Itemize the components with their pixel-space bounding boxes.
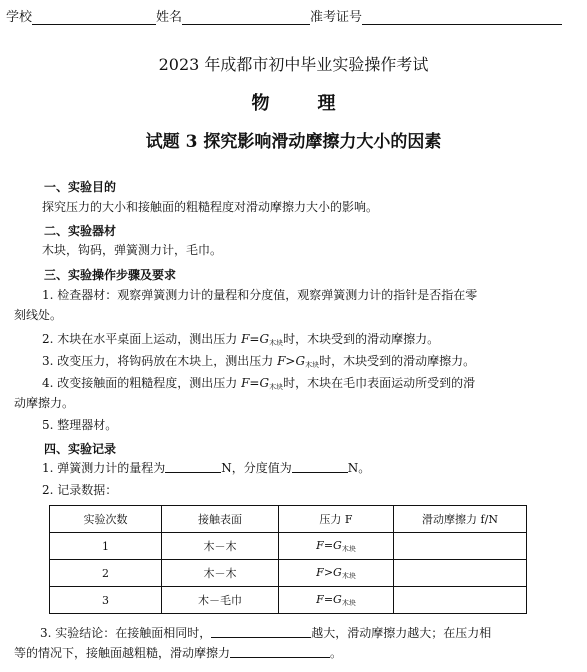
subject-char-2: 理	[317, 93, 336, 114]
table-row	[50, 587, 527, 614]
table-header-row	[50, 506, 527, 533]
purpose-text: 探究压力的大小和接触面的粗糙程度对滑动摩擦力大小的影响。	[42, 200, 379, 214]
trial-number: 3	[50, 587, 162, 614]
step-1-line-2: 刻线处。	[14, 308, 63, 322]
step-4-line-2: 动摩擦力。	[14, 396, 75, 410]
step-3: 3. 改变压力，将钩码放在木块上，测出压力 $F>G_{木块}$时，木块受到的滑动摩擦力。	[42, 354, 476, 369]
table-row	[50, 533, 527, 560]
subject-char-1: 物	[251, 93, 270, 114]
step-5: 5. 整理器材。	[42, 418, 118, 432]
name-label: 姓名	[156, 10, 183, 25]
exam-title: 2023 年成都市初中毕业实验操作考试	[158, 55, 429, 74]
school-blank[interactable]	[32, 10, 156, 25]
conclusion-blank-1[interactable]	[211, 625, 311, 638]
purpose-heading: 一、实验目的	[44, 180, 117, 194]
table-header-cell: 压力 F	[279, 506, 394, 533]
ticket-number-blank[interactable]	[362, 10, 562, 25]
step-4-line-1: 4. 改变接触面的粗糙程度，测出压力 $F=G_{木块}$时，木块在毛巾表面运动所受到的滑	[42, 376, 476, 391]
record-line-2: 2. 记录数据：	[42, 483, 118, 497]
range-blank[interactable]	[165, 460, 221, 473]
name-blank[interactable]	[182, 10, 310, 25]
conclusion-blank-2[interactable]	[230, 645, 330, 658]
step-1-line-1: 1. 检查器材：观察弹簧测力计的量程和分度值，观察弹簧测力计的指针是否指在零	[42, 288, 478, 302]
pressure-cell: $F=G_{木块}$	[279, 533, 394, 560]
contact-surface: 木－木	[162, 533, 279, 560]
friction-answer-cell[interactable]	[394, 560, 527, 587]
contact-surface: 木－毛巾	[162, 587, 279, 614]
table-row	[50, 560, 527, 587]
table-header-cell: 实验次数	[50, 506, 162, 533]
ticket-label: 准考证号	[310, 10, 363, 25]
data-table	[49, 505, 527, 614]
contact-surface: 木－木	[162, 560, 279, 587]
pressure-cell: $F>G_{木块}$	[279, 560, 394, 587]
question-title: 试题 3 探究影响滑动摩擦力大小的因素	[145, 132, 442, 152]
division-value-blank[interactable]	[292, 460, 348, 473]
record-line-1: 1. 弹簧测力计的量程为 N，分度值为 N。	[42, 461, 371, 475]
equipment-heading: 二、实验器材	[44, 224, 117, 238]
friction-answer-cell[interactable]	[394, 587, 527, 614]
friction-answer-cell[interactable]	[394, 533, 527, 560]
conclusion-line-1: 3. 实验结论：在接触面相同时， 越大，滑动摩擦力越大；在压力相	[40, 626, 492, 640]
table-header-cell: 接触表面	[162, 506, 279, 533]
equipment-text: 木块，钩码，弹簧测力计，毛巾。	[42, 243, 223, 257]
table-header-cell: 滑动摩擦力 f/N	[394, 506, 527, 533]
subject-title	[0, 89, 587, 115]
trial-number: 2	[50, 560, 162, 587]
school-label: 学校	[6, 10, 33, 25]
conclusion-line-2: 等的情况下，接触面越粗糙，滑动摩擦力 。	[14, 646, 343, 660]
trial-number: 1	[50, 533, 162, 560]
student-info-header	[6, 6, 562, 25]
step-2: 2. 木块在水平桌面上运动，测出压力 $F=G_{木块}$时，木块受到的滑动摩擦力。	[42, 332, 440, 347]
record-heading: 四、实验记录	[44, 442, 117, 456]
pressure-cell: $F=G_{木块}$	[279, 587, 394, 614]
steps-heading: 三、实验操作步骤及要求	[44, 268, 177, 282]
